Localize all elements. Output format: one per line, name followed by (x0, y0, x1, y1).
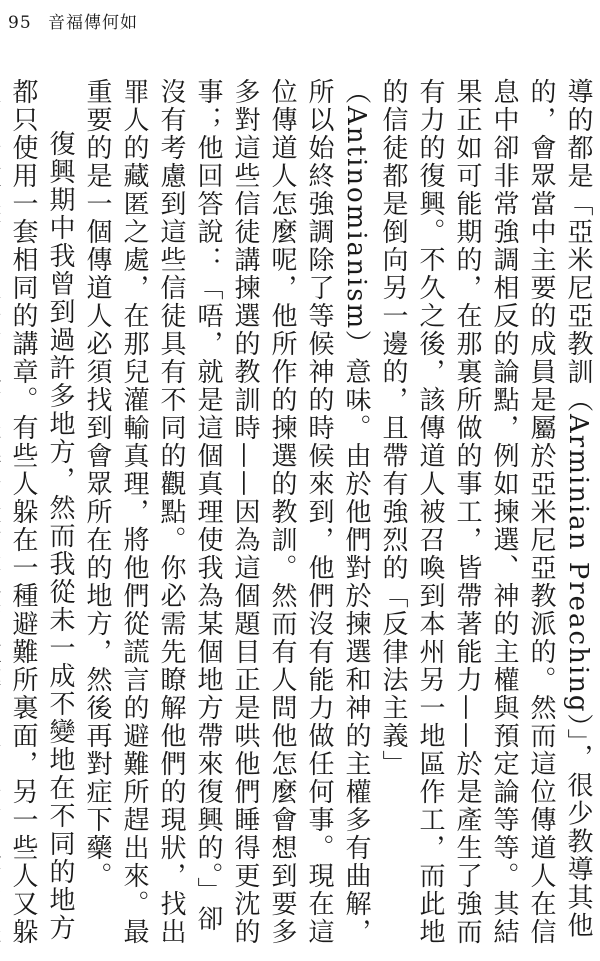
paragraph-1: 導的都是「亞米尼亞教訓（Arminian Preaching）」，很少教導其他的，會眾當中主要的成員是屬於亞米尼亞教派的。然而這位傳道人在信息中卻非常強調相反的論點，例如揀選、神的主權與預定論等等。其結果正如可能期的，在那裏所做的事工，皆帶著能力——於是產生了強而有力的復興。不久之後，該傳道人被召喚到本州另一地區作工，而此地的信徒都是倒向另一邊的，且帶有強烈的「反律法主義」（Antinomianism）意味。由於他們對於揀選和神的主權多有曲解，所以始終強調除了等候神的時候來到，他們沒有能力做任何事。現在這位傳道人怎麼呢，他所作的揀選的教訓。然而有人問他怎麼會想到要多多對這些信徒講揀選的教訓時——因為這個題目正是哄他們睡得更沈的事；他回答說：「唔，就是這個真理使我為某個地方帶來復興的。」卻沒有考慮到這些信徒具有不同的觀點。你必需先瞭解他們的現狀，找出罪人的藏匿之處，在那兒灌輸真理，將他們從謊言的避難所趕出來。最重要的是一個傳道人必須找到會眾所在的地方，然後再對症下藥。 (82, 78, 593, 947)
page-header (8, 8, 138, 33)
paragraph-2: 復興期中我曾到過許多地方，然而我從未一成不變地在不同的地方都只使用一套相同的講章。有些人躲在一種避難所裏面，另一些人又躲 (8, 78, 75, 946)
body-text (4, 78, 596, 956)
page-number: 95 (8, 13, 32, 33)
running-title: 音福傳何如 (48, 13, 139, 33)
